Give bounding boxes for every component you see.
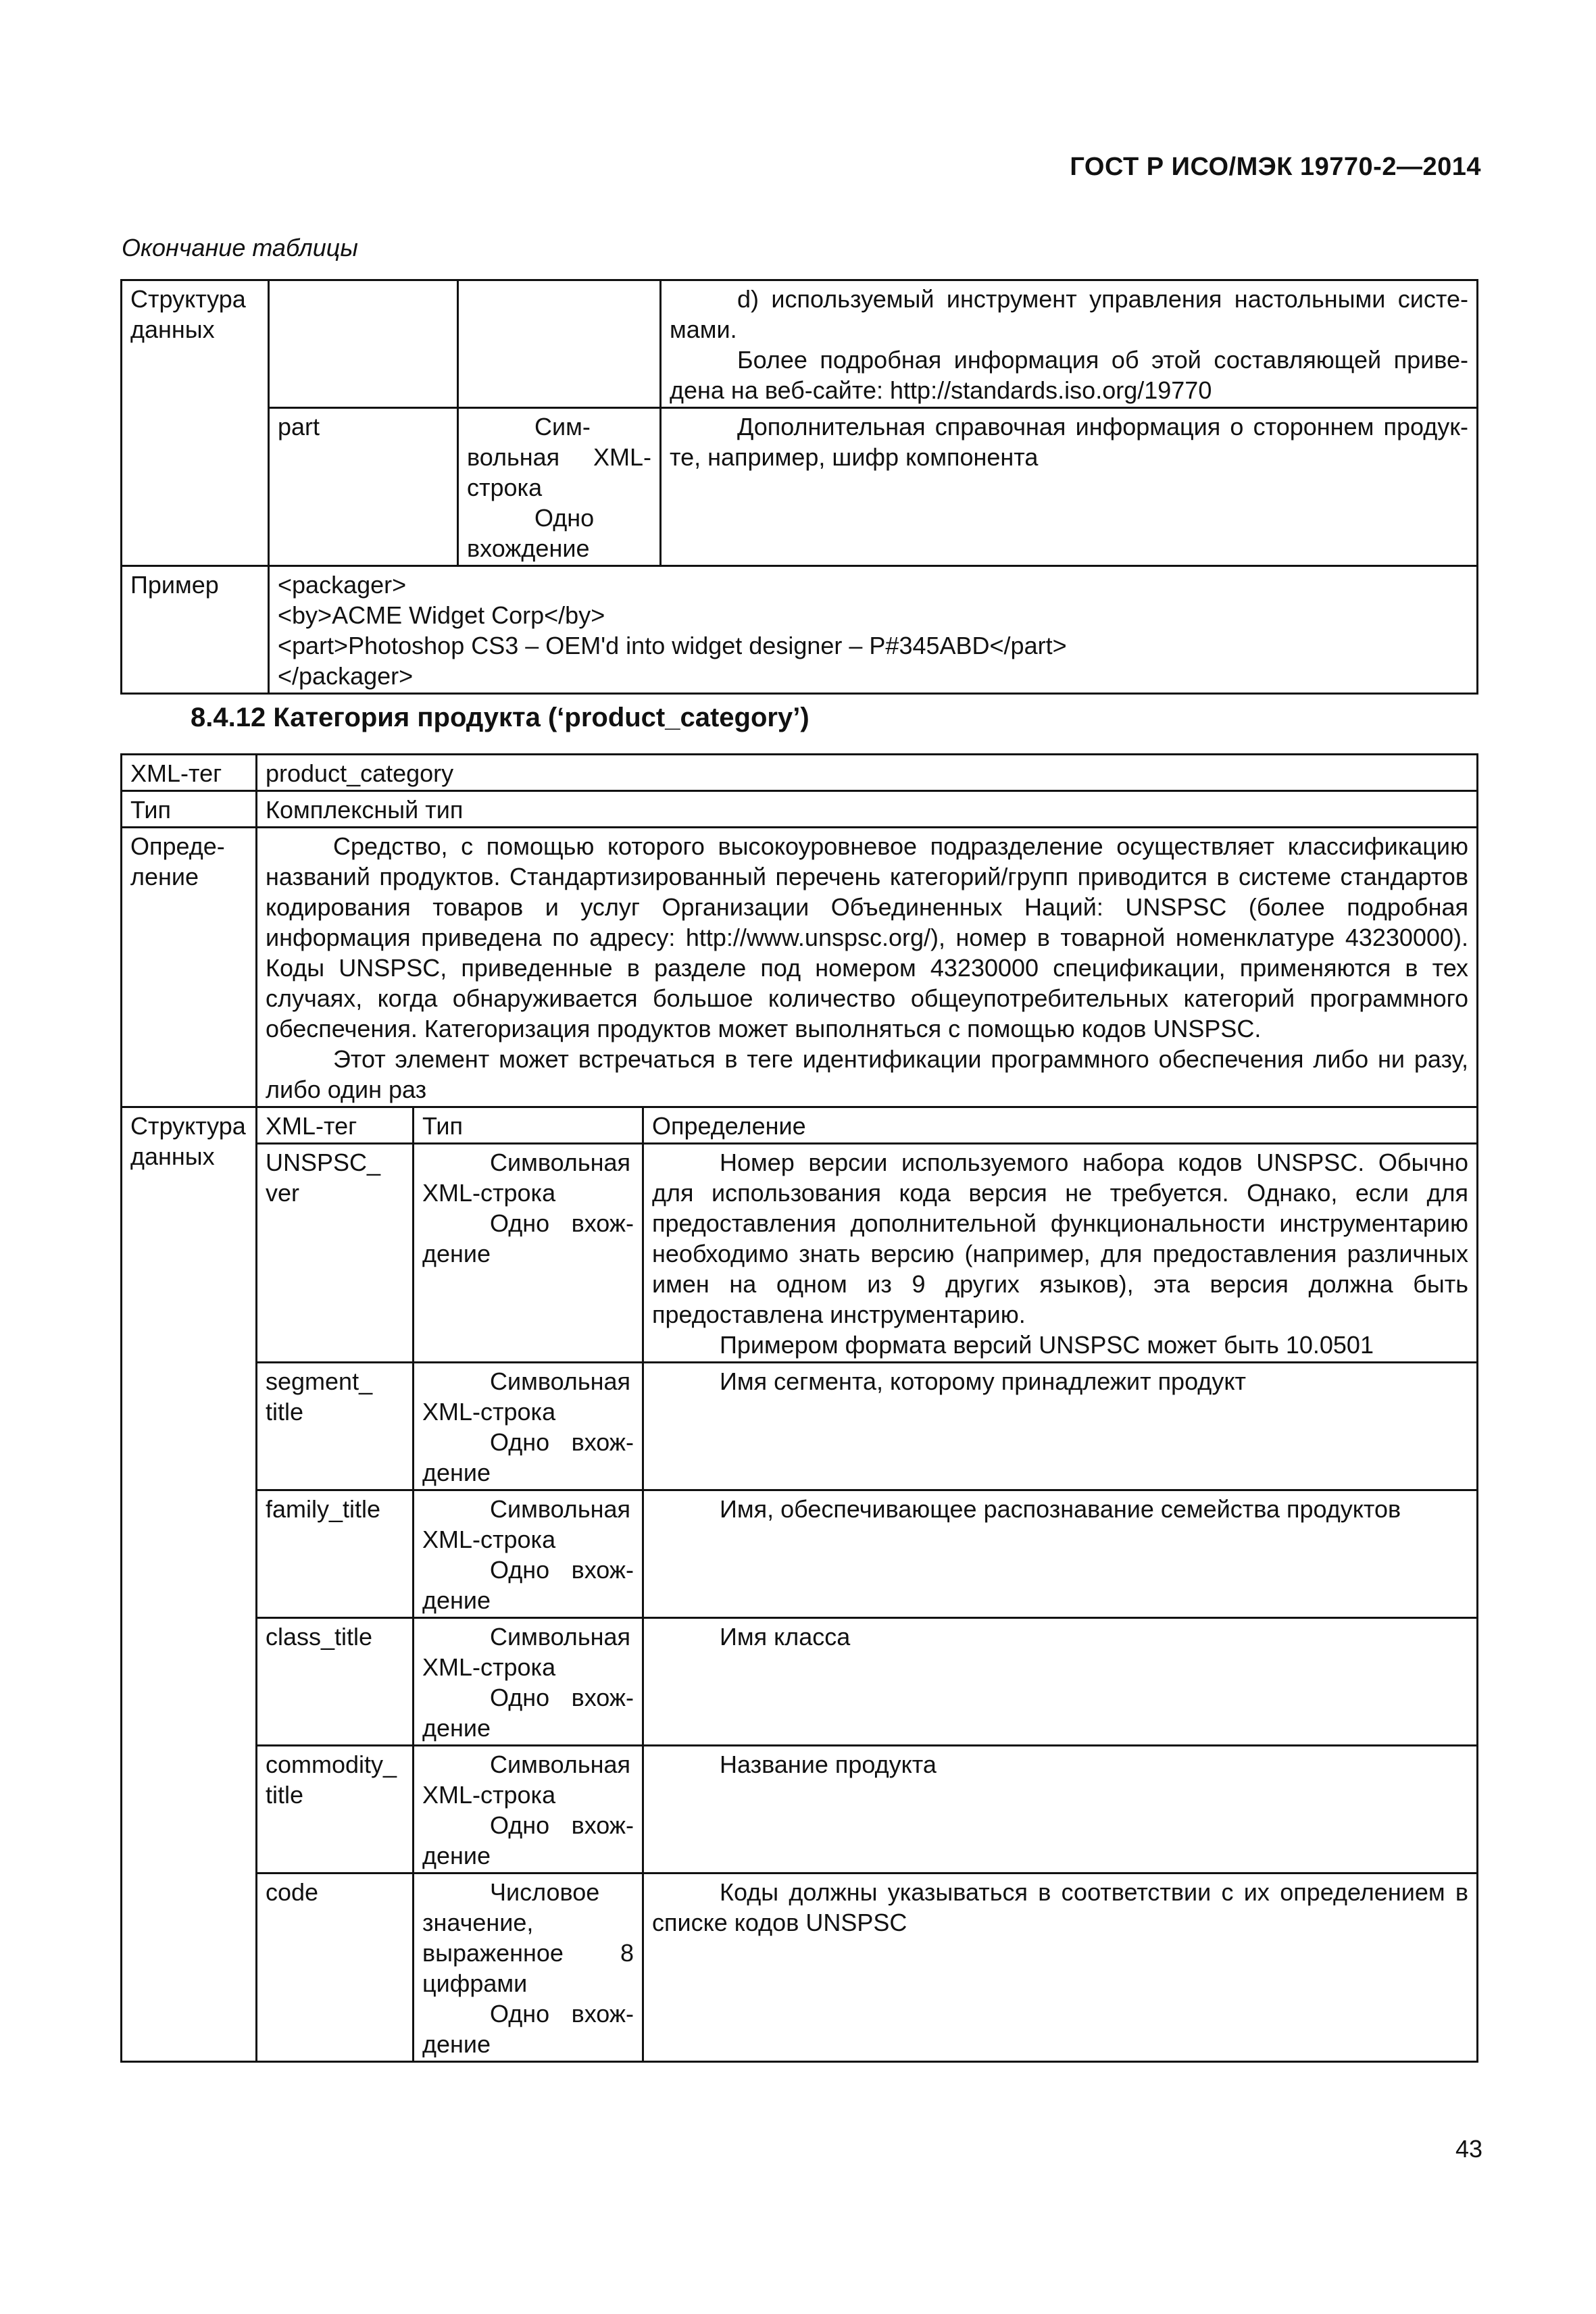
table-row [122, 1490, 1478, 1618]
table-row [122, 828, 1478, 1107]
table-row [122, 280, 1478, 408]
table-row [122, 1873, 1478, 2062]
table-row [122, 1618, 1478, 1746]
type-cell: Числовое значение, выраженное 8 цифрами Одно вхож-дение [414, 1873, 643, 2062]
column-header: Тип [414, 1107, 643, 1144]
type-cell: Символьная XML-строка Одно вхож-дение [414, 1363, 643, 1490]
table-row [122, 1746, 1478, 1873]
row-label: Структура данных [122, 280, 269, 566]
xml-tag-cell: family_title [257, 1490, 414, 1618]
table-row [122, 1363, 1478, 1490]
xml-tag-cell: code [257, 1873, 414, 2062]
type-cell: Сим-вольная XML-строка Одно вхождение [458, 408, 661, 566]
empty-cell [458, 280, 661, 408]
table-end-of-previous [120, 279, 1478, 695]
type-cell: Символьная XML-строка Одно вхож-дение [414, 1490, 643, 1618]
type-value: Комплексный тип [257, 791, 1478, 828]
definition-cell: Название продукта [643, 1746, 1478, 1873]
definition-cell: Средство, с помощью которого высокоуровневое подразделение осуществляет классификацию названий продуктов. Стандартизированный перечень категорий/групп приводится в системе стандартов кодирования товаров и услуг Организации Объединенных Наций: UNSPSC (более подробная информация приведена по адресу: http://www.unspsc.org/), номер в товарной номенклатуре 43230000). Коды UNSPSC, приведенные в разделе под номером 43230000 спецификации, применяются в тех случаях, когда обнаруживается большое количество общеупотребительных категорий программного обеспечения. Категоризация продуктов может выполняться с помощью кодов UNSPSC. Этот элемент может встречаться в теге идентификации программного обеспечения либо ни разу, либо один раз [257, 828, 1478, 1107]
empty-cell [269, 280, 458, 408]
type-cell: Символьная XML-строка Одно вхож-дение [414, 1746, 643, 1873]
definition-cell: Имя, обеспечивающее распознавание семейства продуктов [643, 1490, 1478, 1618]
table-row [122, 1144, 1478, 1363]
row-label: Тип [122, 791, 257, 828]
standard-header: ГОСТ Р ИСО/МЭК 19770-2—2014 [1070, 153, 1481, 181]
row-label: XML-тег [122, 755, 257, 791]
type-cell: Символьная XML-строка Одно вхож-дение [414, 1144, 643, 1363]
definition-cell: Номер версии используемого набора кодов UNSPSC. Обычно для использования кода версия не требуется. Однако, если для предоставления дополнительной функциональности инструментарию необходимо знать версию (например, для предоставления различных имен на одном из 9 других языков), эта версия должна быть предоставлена инструментарию. Примером формата версий UNSPSC может быть 10.0501 [643, 1144, 1478, 1363]
xml-tag-cell: UNSPSC_ ver [257, 1144, 414, 1363]
table-row [122, 566, 1478, 694]
table-row [122, 1107, 1478, 1144]
xml-tag-cell: segment_ title [257, 1363, 414, 1490]
table-continuation-caption: Окончание таблицы [122, 234, 358, 261]
page-number: 43 [1455, 2135, 1482, 2163]
description-cell: Дополнительная справочная информация о стороннем продук-те, например, шифр компонента [661, 408, 1478, 566]
row-label: Структура данных [122, 1107, 257, 2062]
product-category-table [120, 753, 1478, 2063]
xml-tag-cell: class_title [257, 1618, 414, 1746]
definition-cell: Коды должны указываться в соответствии с их определением в списке кодов UNSPSC [643, 1873, 1478, 2062]
definition-cell: Имя сегмента, которому принадлежит продукт [643, 1363, 1478, 1490]
table-row [122, 408, 1478, 566]
definition-cell: Имя класса [643, 1618, 1478, 1746]
row-label: Пример [122, 566, 269, 694]
example-code-cell: <packager> <by>ACME Widget Corp</by> <part>Photoshop CS3 – OEM'd into widget designer – P#345ABD</part> </packager> [269, 566, 1478, 694]
column-header: XML-тег [257, 1107, 414, 1144]
table-row [122, 791, 1478, 828]
description-cell: d) используемый инструмент управления настольными систе-мами. Более подробная информация об этой составляющей приве-дена на веб-сайте: http://standards.iso.org/19770 [661, 280, 1478, 408]
xml-tag-cell: part [269, 408, 458, 566]
xml-tag-cell: commodity_ title [257, 1746, 414, 1873]
type-cell: Символьная XML-строка Одно вхож-дение [414, 1618, 643, 1746]
section-heading: 8.4.12 Категория продукта (‘product_category’) [191, 703, 809, 732]
xml-tag-value: product_category [257, 755, 1478, 791]
column-header: Определение [643, 1107, 1478, 1144]
row-label: Опреде- ление [122, 828, 257, 1107]
table-row [122, 755, 1478, 791]
